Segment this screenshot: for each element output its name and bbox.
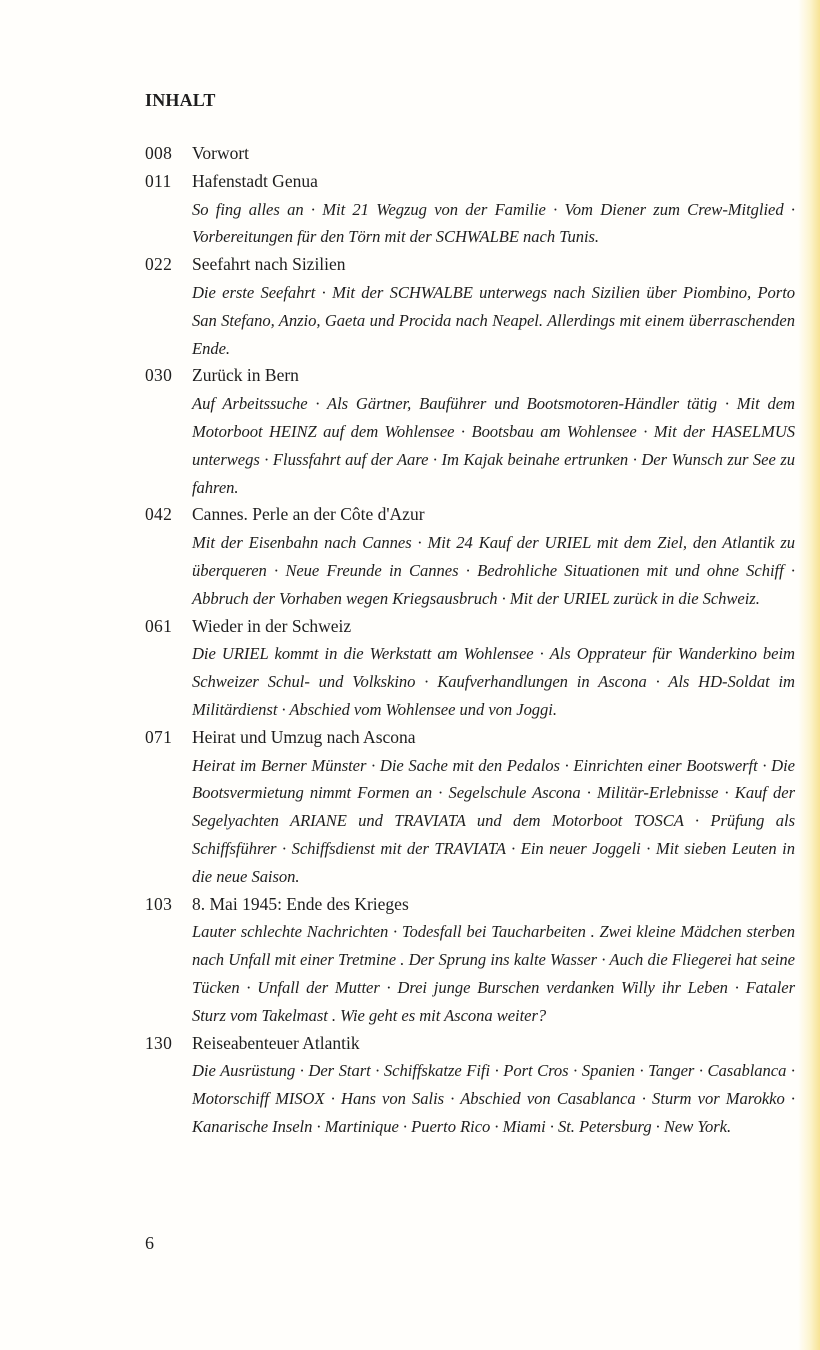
- toc-chapter-title: Reiseabenteuer Atlantik: [192, 1032, 360, 1053]
- toc-chapter-title: Wieder in der Schweiz: [192, 615, 352, 636]
- toc-entry: [145, 501, 795, 612]
- toc-entry: [145, 251, 795, 362]
- toc-page-number: 071: [145, 726, 173, 747]
- toc-page-number: 061: [145, 615, 173, 636]
- toc-chapter-summary: Die URIEL kommt in die Werkstatt am Wohlensee · Als Opprateur für Wanderkino beim Schweizer Schul- und Volkskino · Kaufverhandlungen in Ascona · Als HD-Soldat im Militärdienst · Abschied vom Wohlensee und von Joggi.: [192, 644, 795, 719]
- toc-heading: INHALT: [145, 90, 216, 110]
- toc-chapter-title: Heirat und Umzug nach Ascona: [192, 726, 416, 747]
- toc-chapter-summary: Die erste Seefahrt · Mit der SCHWALBE unterwegs nach Sizilien über Piombino, Porto San Stefano, Anzio, Gaeta und Procida nach Neapel. Allerdings mit einem überraschenden Ende.: [192, 282, 795, 358]
- toc-chapter-title: Cannes. Perle an der Côte d'Azur: [192, 504, 425, 525]
- toc-page-number: 011: [145, 170, 172, 191]
- toc-entry: [145, 891, 795, 1030]
- toc-chapter-title: Seefahrt nach Sizilien: [192, 254, 346, 275]
- toc-chapter-summary: Auf Arbeitssuche · Als Gärtner, Bauführer und Bootsmotoren-Händler tätig · Mit dem Motorboot HEINZ auf dem Wohlensee · Bootsbau am Wohlensee · Mit der HASELMUS unterwegs · Flussfahrt auf der Aare · Im Kajak beinahe ertrunken · Der Wunsch zur See zu fahren.: [192, 394, 795, 497]
- toc-page-number: 130: [145, 1032, 173, 1053]
- toc-entry: [145, 140, 795, 168]
- toc-chapter-title: Zurück in Bern: [192, 365, 299, 386]
- toc-entry: [145, 362, 795, 501]
- toc-entry: [145, 1030, 795, 1141]
- toc-chapter-title: 8. Mai 1945: Ende des Krieges: [192, 893, 409, 914]
- toc-chapter-title: Hafenstadt Genua: [192, 170, 318, 191]
- toc-entry: [145, 724, 795, 891]
- toc-chapter-title: Vorwort: [192, 143, 250, 163]
- toc-page-number: 042: [145, 504, 173, 525]
- toc-entry: [145, 168, 795, 251]
- toc-page-number: 022: [145, 254, 173, 275]
- toc-page-number: 008: [145, 143, 173, 163]
- toc-chapter-summary: Die Ausrüstung · Der Start · Schiffskatze Fifi · Port Cros · Spanien · Tanger · Casablanca · Motorschiff MISOX · Hans von Salis · Abschied von Casablanca · Sturm vor Marokko · Kanarische Inseln · Martinique · Puerto Rico · Miami · St. Petersburg · New York.: [192, 1061, 795, 1136]
- toc-chapter-summary: Heirat im Berner Münster · Die Sache mit den Pedalos · Einrichten einer Bootswerft · Die Bootsvermietung nimmt Formen an · Segelschule Ascona · Militär-Erlebnisse · Kauf der Segelyachten ARIANE und TRAVIATA und dem Motorboot TOSCA · Prüfung als Schiffsführer · Schiffsdienst mit der TRAVIATA · Ein neuer Joggeli · Mit sieben Leuten in die neue Saison.: [192, 755, 795, 886]
- toc-page-number: 030: [145, 365, 173, 386]
- page-edge: [798, 0, 820, 1350]
- toc-entry: [145, 613, 795, 724]
- toc-chapter-summary: So fing alles an · Mit 21 Wegzug von der Familie · Vom Diener zum Crew-Mitglied · Vorbereitungen für den Törn mit der SCHWALBE nach Tunis.: [192, 199, 795, 247]
- page-number: 6: [145, 1233, 154, 1253]
- toc-chapter-summary: Lauter schlechte Nachrichten · Todesfall bei Taucharbeiten . Zwei kleine Mädchen sterben nach Unfall mit einer Tretmine . Der Sprung ins kalte Wasser · Auch die Fliegerei hat seine Tücken · Unfall der Mutter · Drei junge Burschen verdanken Willy ihr Leben · Fataler Sturz vom Takelmast . Wie geht es mit Ascona weiter?: [192, 922, 795, 1025]
- toc-chapter-summary: Mit der Eisenbahn nach Cannes · Mit 24 Kauf der URIEL mit dem Ziel, den Atlantik zu überqueren · Neue Freunde in Cannes · Bedrohliche Situationen mit und ohne Schiff · Abbruch der Vorhaben wegen Kriegsausbruch · Mit der URIEL zurück in die Schweiz.: [192, 533, 795, 608]
- toc-page-number: 103: [145, 893, 173, 914]
- table-of-contents: [145, 140, 795, 1141]
